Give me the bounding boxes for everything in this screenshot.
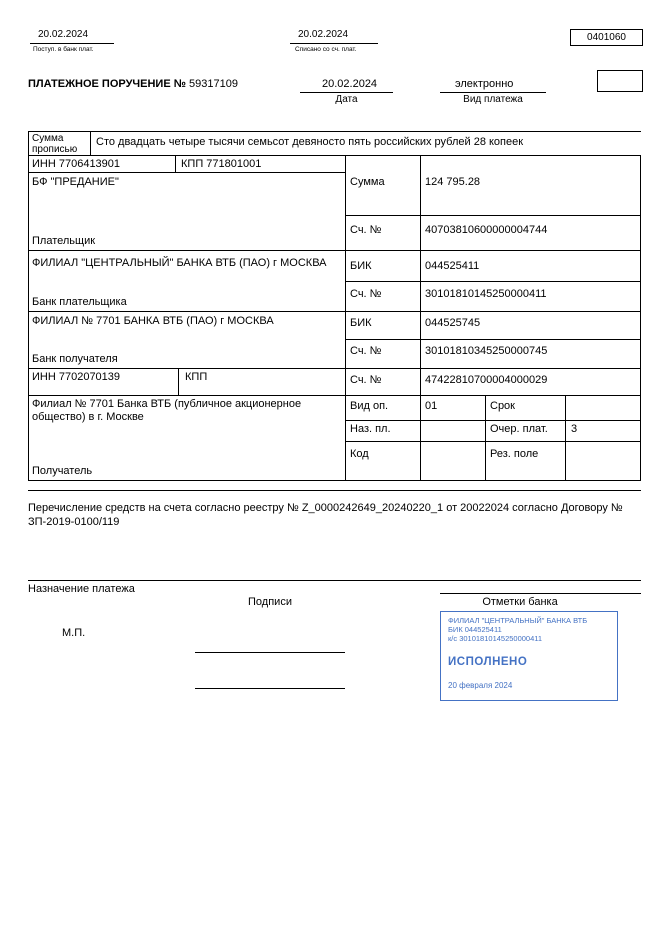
payee-inn: ИНН 7702070139 — [32, 371, 121, 383]
payer-section-label: Плательщик — [32, 235, 96, 247]
naz-pl-label: Наз. пл. — [350, 423, 391, 435]
stamp-bik: БИК 044525411 — [448, 625, 502, 634]
doc-title-row — [28, 78, 238, 91]
table-border — [28, 172, 346, 173]
table-border — [28, 368, 641, 369]
vid-op-value: 01 — [425, 400, 438, 412]
signatures-label: Подписи — [248, 596, 292, 608]
payment-kind-label: Вид платежа — [463, 94, 523, 105]
srok-label: Срок — [490, 400, 515, 412]
received-date-underline — [30, 43, 114, 44]
payer-bank-account-label: Сч. № — [350, 288, 382, 300]
mp-label: М.П. — [62, 627, 86, 639]
form-code-box — [570, 29, 643, 46]
payer-bank-bik: 044525411 — [425, 260, 480, 272]
signature-line-1 — [195, 652, 345, 653]
table-border — [28, 395, 641, 396]
kod-label: Код — [350, 448, 369, 460]
ocher-label: Очер. плат. — [490, 423, 548, 435]
payee-bank-section-label: Банк получателя — [32, 353, 118, 365]
stamp-date: 20 февраля 2024 — [448, 681, 513, 690]
signature-line-2 — [195, 688, 345, 689]
stamp-corr-account: к/с 30101810145250000411 — [448, 634, 543, 643]
status-box — [597, 70, 643, 92]
table-border — [345, 420, 641, 421]
payer-account-label: Сч. № — [350, 224, 382, 236]
payer-account: 40703810600000004744 — [425, 224, 548, 236]
debited-date: 20.02.2024 — [298, 29, 349, 40]
vid-op-label: Вид оп. — [350, 400, 389, 412]
amount-in-words: Сто двадцать четыре тысячи семьсот девяносто пять российских рублей 28 копеек — [96, 136, 524, 148]
table-border — [345, 281, 641, 282]
debited-date-label: Списано со сч. плат. — [295, 46, 357, 53]
table-border — [485, 395, 486, 480]
payment-kind-underline — [440, 92, 546, 93]
payer-bank-account: 30101810145250000411 — [425, 288, 547, 300]
payer-kpp: КПП 771801001 — [181, 158, 262, 170]
payment-kind: электронно — [455, 78, 514, 90]
bank-marks-label: Отметки банка — [482, 596, 558, 608]
doc-date: 20.02.2024 — [322, 78, 378, 90]
bank-marks-underline — [440, 593, 641, 594]
table-border — [565, 395, 566, 480]
table-border — [175, 155, 176, 172]
table-border — [28, 131, 641, 132]
ocher-value: 3 — [571, 423, 578, 435]
table-border — [28, 131, 29, 481]
payee-bank-bik: 044525745 — [425, 317, 481, 329]
payee-section-label: Получатель — [32, 465, 93, 477]
table-border — [345, 215, 641, 216]
rez-pole-label: Рез. поле — [490, 448, 539, 460]
doc-title: ПЛАТЕЖНОЕ ПОРУЧЕНИЕ № — [28, 78, 186, 90]
payee-name: Филиал № 7701 Банка ВТБ (публичное акционерное общество) в г. Москве — [32, 398, 302, 423]
received-date-label: Поступ. в банк плат. — [33, 46, 94, 53]
purpose-label: Назначение платежа — [28, 583, 135, 595]
purpose-underline — [28, 580, 641, 581]
payee-bank-name: ФИЛИАЛ № 7701 БАНКА ВТБ (ПАО) г МОСКВА — [32, 315, 274, 327]
payer-bank-bik-label: БИК — [350, 260, 372, 272]
bank-stamp — [440, 611, 618, 701]
amount-words-label: Сумма прописью — [32, 133, 78, 155]
debited-date-underline — [290, 43, 378, 44]
doc-date-underline — [300, 92, 393, 93]
table-border — [345, 441, 641, 442]
stamp-bank-name: ФИЛИАЛ "ЦЕНТРАЛЬНЫЙ" БАНКА ВТБ — [448, 616, 588, 625]
payer-bank-section-label: Банк плательщика — [32, 296, 127, 308]
payee-account-label: Сч. № — [350, 374, 382, 386]
stamp-status: ИСПОЛНЕНО — [448, 656, 528, 668]
payee-account: 47422810700004000029 — [425, 374, 548, 386]
table-border — [345, 339, 641, 340]
payer-name: БФ "ПРЕДАНИЕ" — [32, 176, 119, 188]
table-border — [28, 155, 641, 156]
payee-bank-bik-label: БИК — [350, 317, 372, 329]
payee-kpp: КПП — [185, 371, 208, 383]
table-border — [90, 131, 91, 155]
amount-label: Сумма — [350, 176, 385, 188]
received-date: 20.02.2024 — [38, 29, 89, 40]
table-border — [345, 155, 346, 480]
doc-number: 59317109 — [189, 78, 238, 90]
table-border — [28, 250, 641, 251]
payer-inn: ИНН 7706413901 — [32, 158, 121, 170]
purpose-text: Перечисление средств на счета согласно реестру № Z_0000242649_20240220_1 от 20022024 согласно Договору № ЗП-2019-0100/119 — [28, 502, 623, 528]
table-border — [28, 480, 641, 481]
table-border — [640, 155, 641, 481]
table-border — [420, 155, 421, 480]
doc-date-label: Дата — [335, 94, 358, 105]
amount-value: 124 795.28 — [425, 176, 481, 188]
payee-bank-account: 30101810345250000745 — [425, 345, 548, 357]
table-border — [28, 490, 641, 491]
form-code: 0401060 — [587, 32, 626, 43]
payee-bank-account-label: Сч. № — [350, 345, 382, 357]
payer-bank-name: ФИЛИАЛ "ЦЕНТРАЛЬНЫЙ" БАНКА ВТБ (ПАО) г МОСКВА — [32, 257, 327, 269]
table-border — [28, 311, 641, 312]
table-border — [178, 368, 179, 395]
